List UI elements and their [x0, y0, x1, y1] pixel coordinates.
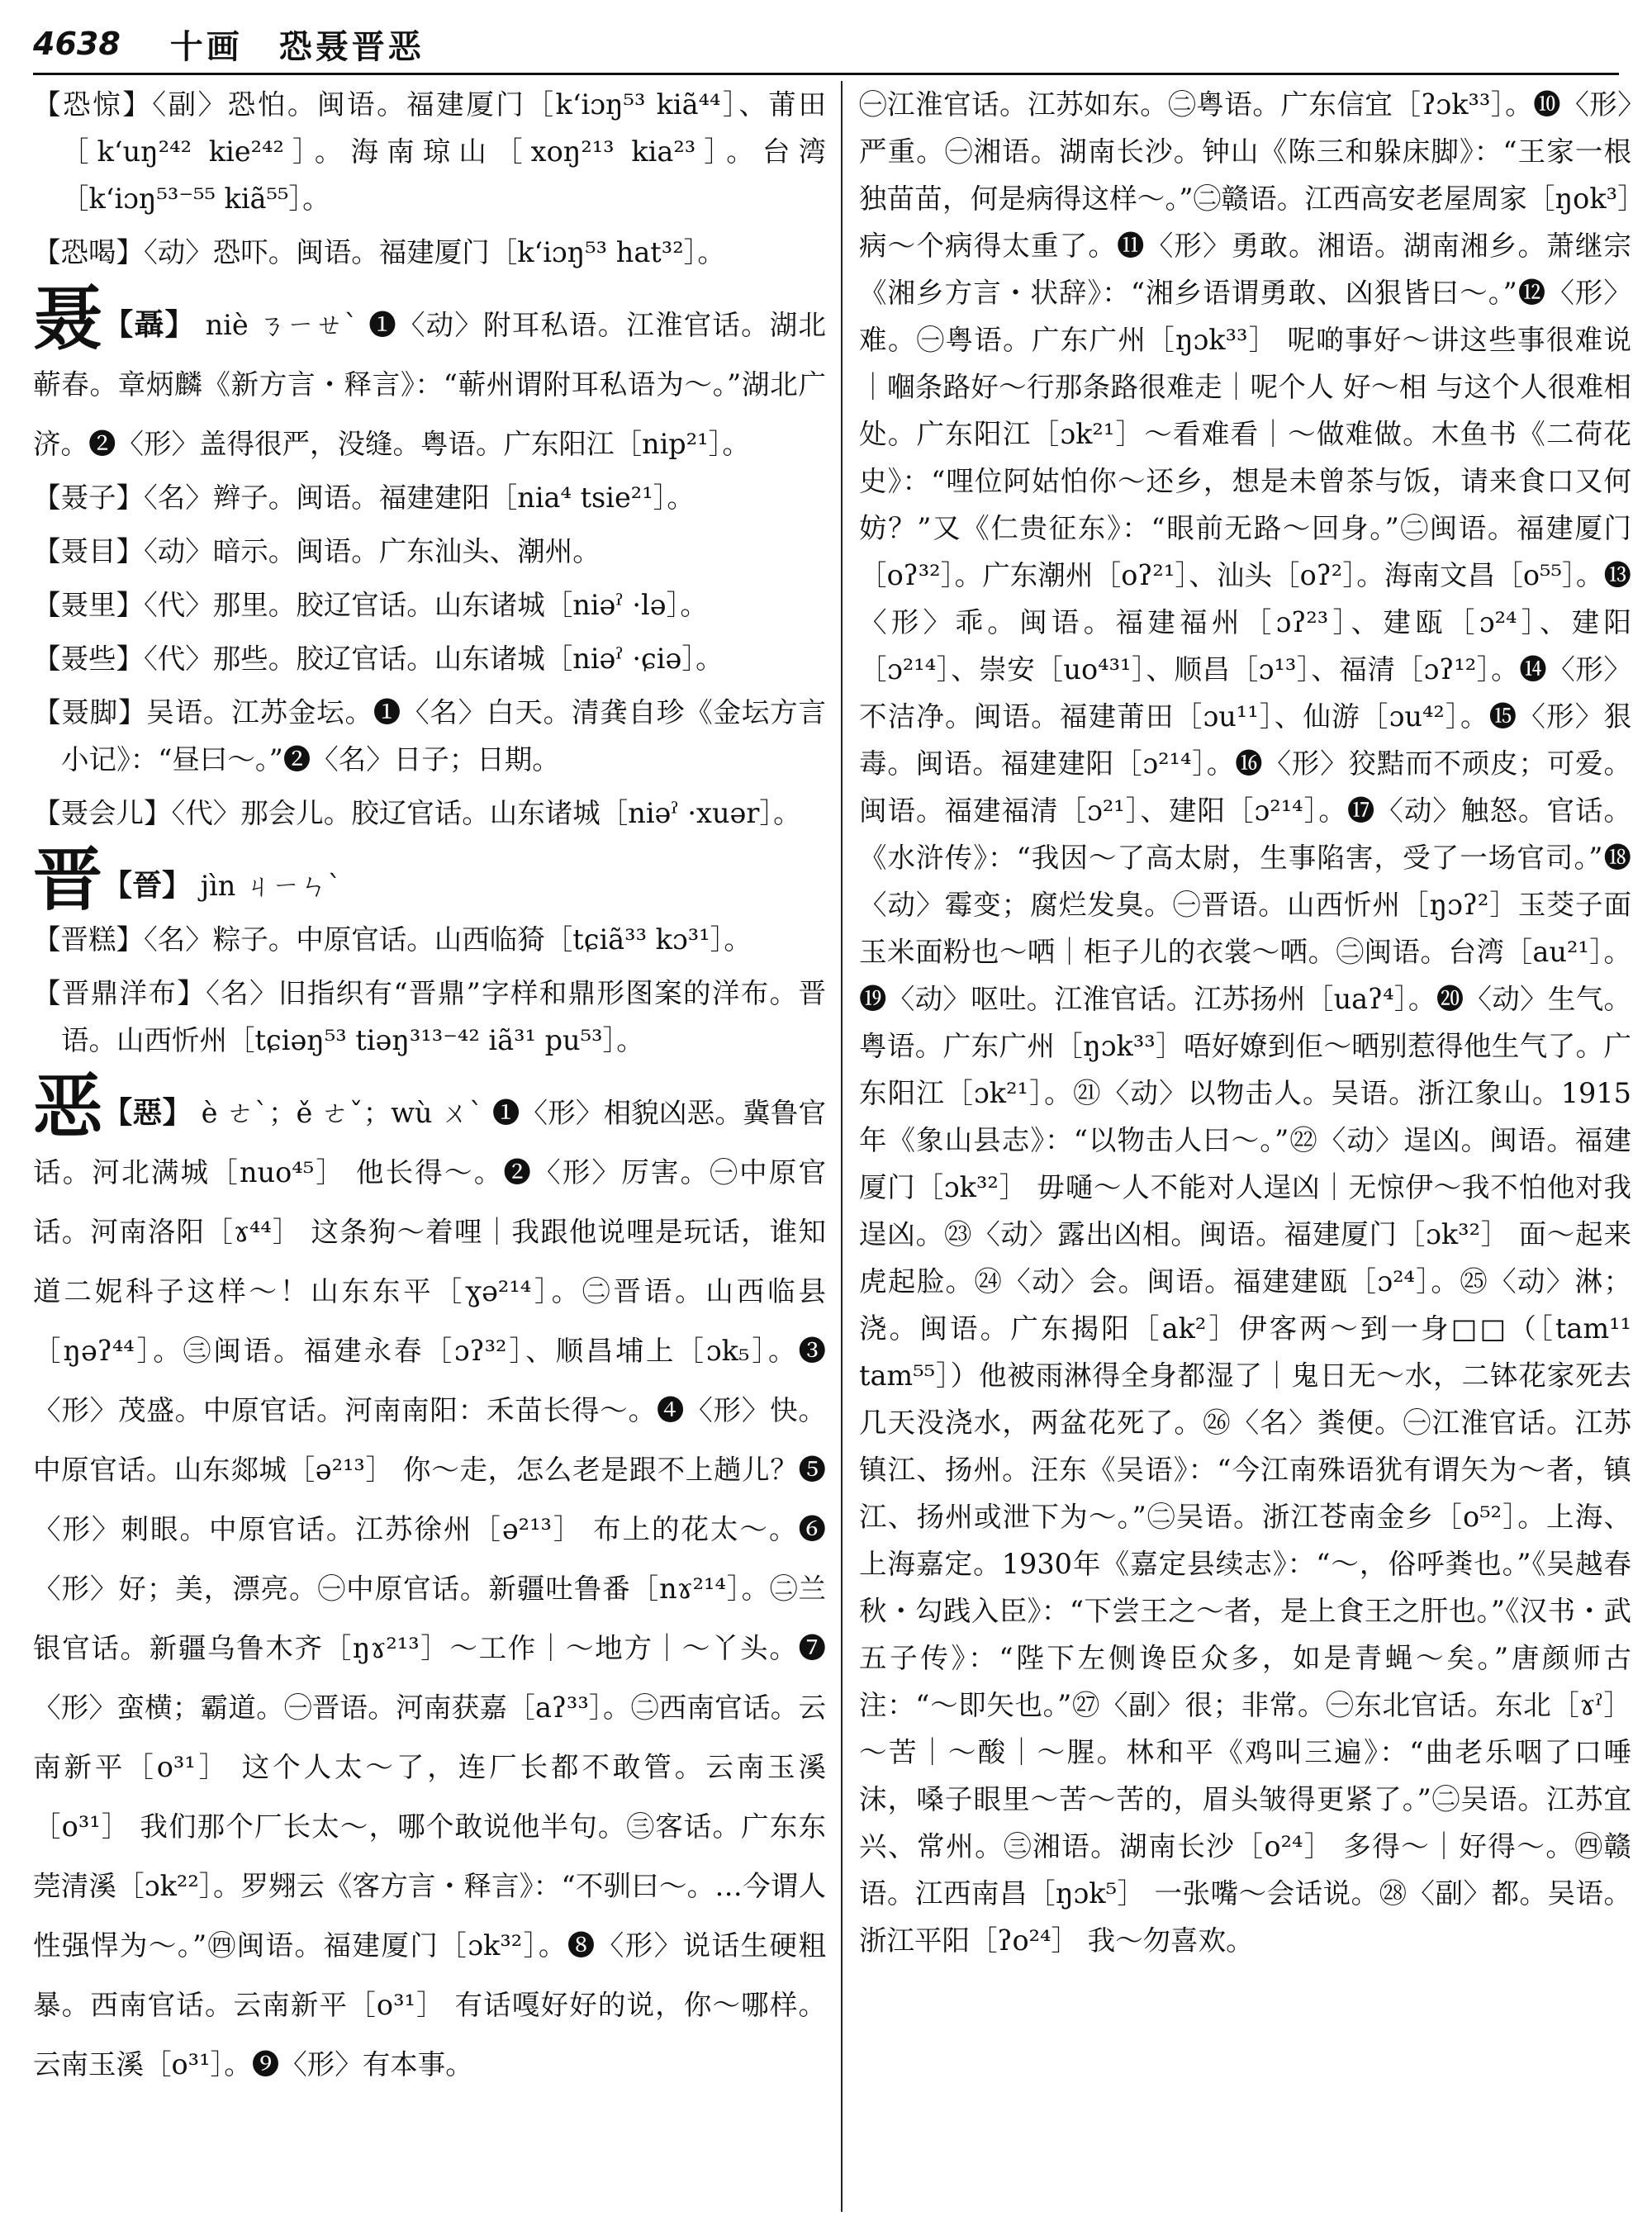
- headword-entry-e: [33, 1066, 826, 2095]
- traditional-form-jin: 【晉】: [102, 869, 192, 903]
- entry-niejiao: 【聂脚】吴语。江苏金坛。❶〈名〉白天。清龚自珍《金坛方言小记》：“昼曰～。”❷〈名〉日子；日期。: [33, 696, 826, 776]
- right-column: [859, 81, 1631, 2220]
- page-header: [33, 15, 1619, 75]
- entry-e-body: è ㄜˋ；ě ㄜˇ；wù ㄨˋ ❶〈形〉相貌凶恶。冀鲁官话。河北满城［nuo⁴⁵］ 他长得～。❷〈形〉厉害。㊀中原官话。河南洛阳［ɤ⁴⁴］ 这条狗～着哩｜我跟他说哩是玩话，谁知道二妮科子这样～！山东东平［ɣə²¹⁴］。㊁晋语。山西临县［ŋəʔ⁴⁴］。㊂闽语。福建永春［ɔʔ³²］、顺昌埔上［ɔk₅］。❸〈形〉茂盛。中原官话。河南南阳：禾苗长得～。❹〈形〉快。中原官话。山东郯城［ə²¹³］ 你～走，怎么老是跟不上趟儿？❺〈形〉刺眼。中原官话。江苏徐州［ə²¹³］ 布上的花太～。❻〈形〉好；美，漂亮。㊀中原官话。新疆吐鲁番［nɤ²¹⁴］。㊁兰银官话。新疆乌鲁木齐［ŋɤ²¹³］～工作｜～地方｜～丫头。❼〈形〉蛮横；霸道。㊀晋语。河南获嘉［aʔ³³］。㊁西南官话。云南新平［o³¹］ 这个人太～了，连厂长都不敢管。云南玉溪［o³¹］ 我们那个厂长太～，哪个敢说他半句。㊂客话。广东东莞清溪［ɔk²²］。罗翙云《客方言・释言》：“不驯曰～。…今谓人性强悍为～。”㊃闽语。福建厦门［ɔk³²］。❽〈形〉说话生硬粗暴。西南官话。云南新平［o³¹］ 有话嘎好好的说，你～哪样。云南玉溪［o³¹］。❾〈形〉有本事。: [33, 1097, 826, 2081]
- entry-niemu: 【聂目】〈动〉暗示。闽语。广东汕头、潮州。: [33, 535, 601, 567]
- headword-entry-jin: [33, 839, 826, 920]
- column-divider: [841, 81, 843, 2212]
- headword-nie: 聂: [33, 278, 104, 359]
- entry-nie-body: niè ㄋㄧㄝˋ ❶〈动〉附耳私语。江淮官话。湖北蕲春。章炳麟《新方言・释言》：“蕲州谓附耳私语为～。”湖北广济。❷〈形〉盖得很严，没缝。粤语。广东阳江［nip²¹］。: [33, 309, 826, 460]
- page-number: 4638: [33, 26, 121, 62]
- headword-entry-nie: [33, 278, 826, 474]
- entry-jingao: 【晋糕】〈名〉粽子。中原官话。山西临猗［tɕiã³³ kɔ³¹］。: [33, 923, 752, 956]
- headword-jin: 晋: [33, 839, 103, 920]
- traditional-form-nie: 【聶】: [103, 308, 196, 342]
- running-head: 十画 恐聂晋恶: [169, 27, 425, 66]
- entry-niexie: 【聂些】〈代〉那些。胶辽官话。山东诸城［niəˀ ·ɕiə］。: [33, 643, 724, 675]
- entry-kongjing: 【恐惊】〈副〉恐怕。闽语。福建厦门［k‘iɔŋ⁵³ kiã⁴⁴］、莆田［k‘uŋ²⁴² kie²⁴²］。海南琼山［xoŋ²¹³ kia²³］。台湾［k‘iɔŋ⁵³⁻⁵⁵ kiã⁵⁵］。: [33, 88, 826, 215]
- entry-e-continued: ㊀江淮官话。江苏如东。㊁粤语。广东信宜［ʔɔk³³］。❿〈形〉严重。㊀湘语。湖南长沙。钟山《陈三和躲床脚》：“王家一根独苗苗，何是病得这样～。”㊁赣语。江西高安老屋周家［ŋok³］病～个病得太重了。⓫〈形〉勇敢。湘语。湖南湘乡。萧继宗《湘乡方言・状辞》：“湘乡语谓勇敢、凶狠皆曰～。”⓬〈形〉难。㊀粤语。广东广州［ŋɔk³³］ 呢啲事好～讲这些事很难说｜嗰条路好～行那条路很难走｜呢个人 好～相 与这个人很难相处。广东阳江［ɔk²¹］～看难看｜～做难做。木鱼书《二荷花史》：“哩位阿姑怕你～还乡，想是未曾茶与饭，请来食口又何妨？”又《仁贵征东》：“眼前无路～回身。”㊁闽语。福建厦门［oʔ³²］。广东潮州［oʔ²¹］、汕头［oʔ²］。海南文昌［o⁵⁵］。⓭〈形〉乖。闽语。福建福州［ɔʔ²³］、建瓯［ɔ²⁴］、建阳［ɔ²¹⁴］、崇安［uo⁴³¹］、顺昌［ɔ¹³］、福清［ɔʔ¹²］。⓮〈形〉不洁净。闽语。福建莆田［ɔu¹¹］、仙游［ɔu⁴²］。⓯〈形〉狠毒。闽语。福建建阳［ɔ²¹⁴］。⓰〈形〉狡黠而不顽皮；可爱。闽语。福建福清［ɔ²¹］、建阳［ɔ²¹⁴］。⓱〈动〉触怒。官话。《水浒传》：“我因～了高太尉，生事陷害，受了一场官司。”⓲〈动〉霉变；腐烂发臭。㊀晋语。山西忻州［ŋɔʔ²］玉茭子面玉米面粉也～哂｜柜子儿的衣裳～哂。㊁闽语。台湾［au²¹］。⓳〈动〉呕吐。江淮官话。江苏扬州［uaʔ⁴］。⓴〈动〉生气。粤语。广东广州［ŋɔk³³］唔好嫽到佢～晒别惹得他生气了。广东阳江［ɔk²¹］。㉑〈动〉以物击人。吴语。浙江象山。1915年《象山县志》：“以物击人曰～。”㉒〈动〉逞凶。闽语。福建厦门［ɔk³²］ 毋嗵～人不能对人逞凶｜无惊伊～我不怕他对我逞凶。㉓〈动〉露出凶相。闽语。福建厦门［ɔk³²］ 面～起来虎起脸。㉔〈动〉会。闽语。福建建瓯［ɔ²⁴］。㉕〈动〉淋；浇。闽语。广东揭阳［ak²］伊客两～到一身□□（［tam¹¹ tam⁵⁵］）他被雨淋得全身都湿了｜鬼日无～水，二钵花家死去几天没浇水，两盆花死了。㉖〈名〉粪便。㊀江淮官话。江苏镇江、扬州。汪东《吴语》：“今江南殊语犹有谓矢为～者，镇江、扬州或泄下为～。”㊁吴语。浙江苍南金乡［o⁵²］。上海、上海嘉定。1930年《嘉定县续志》：“～，俗呼粪也。”《吴越春秋・勾践入臣》：“下尝王之～者，是上食王之肝也。”《汉书・武五子传》：“陛下左侧谗臣众多，如是青蝇～矣。”唐颜师古注：“～即矢也。”㉗〈副〉很；非常。㊀东北官话。东北［ɤˀ］～苦｜～酸｜～腥。林和平《鸡叫三遍》：“曲老乐咽了口唾沫，嗓子眼里～苦～苦的，眉头皱得更紧了。”㊁吴语。江苏宜兴、常州。㊂湘语。湖南长沙［o²⁴］ 多得～｜好得～。㊃赣语。江西南昌［ŋɔk⁵］ 一张嘴～会话说。㉘〈副〉都。吴语。浙江平阳［ʔo²⁴］ 我～勿喜欢。: [859, 88, 1631, 1957]
- entry-niezi: 【聂子】〈名〉辫子。闽语。福建建阳［nia⁴ tsie²¹］。: [33, 482, 695, 514]
- headword-e: 恶: [33, 1066, 103, 1147]
- traditional-form-e: 【惡】: [102, 1096, 192, 1130]
- left-column: [33, 81, 826, 2220]
- entry-konghe: 【恐喝】〈动〉恐吓。闽语。福建厦门［k‘iɔŋ⁵³ hat³²］。: [33, 236, 725, 268]
- entry-niehuier: 【聂会儿】〈代〉那会儿。胶辽官话。山东诸城［niəˀ ·xuər］。: [33, 797, 801, 829]
- entry-jindingyangbu: 【晋鼎洋布】〈名〉旧指织有“晋鼎”字样和鼎形图案的洋布。晋语。山西忻州［tɕiəŋ⁵³ tiəŋ³¹³⁻⁴² iã³¹ pu⁵³］。: [33, 977, 826, 1056]
- entry-jin-body: jìn ㄐㄧㄣˋ: [200, 870, 342, 902]
- entry-nieli: 【聂里】〈代〉那里。胶辽官话。山东诸城［niəˀ ·lə］。: [33, 589, 708, 621]
